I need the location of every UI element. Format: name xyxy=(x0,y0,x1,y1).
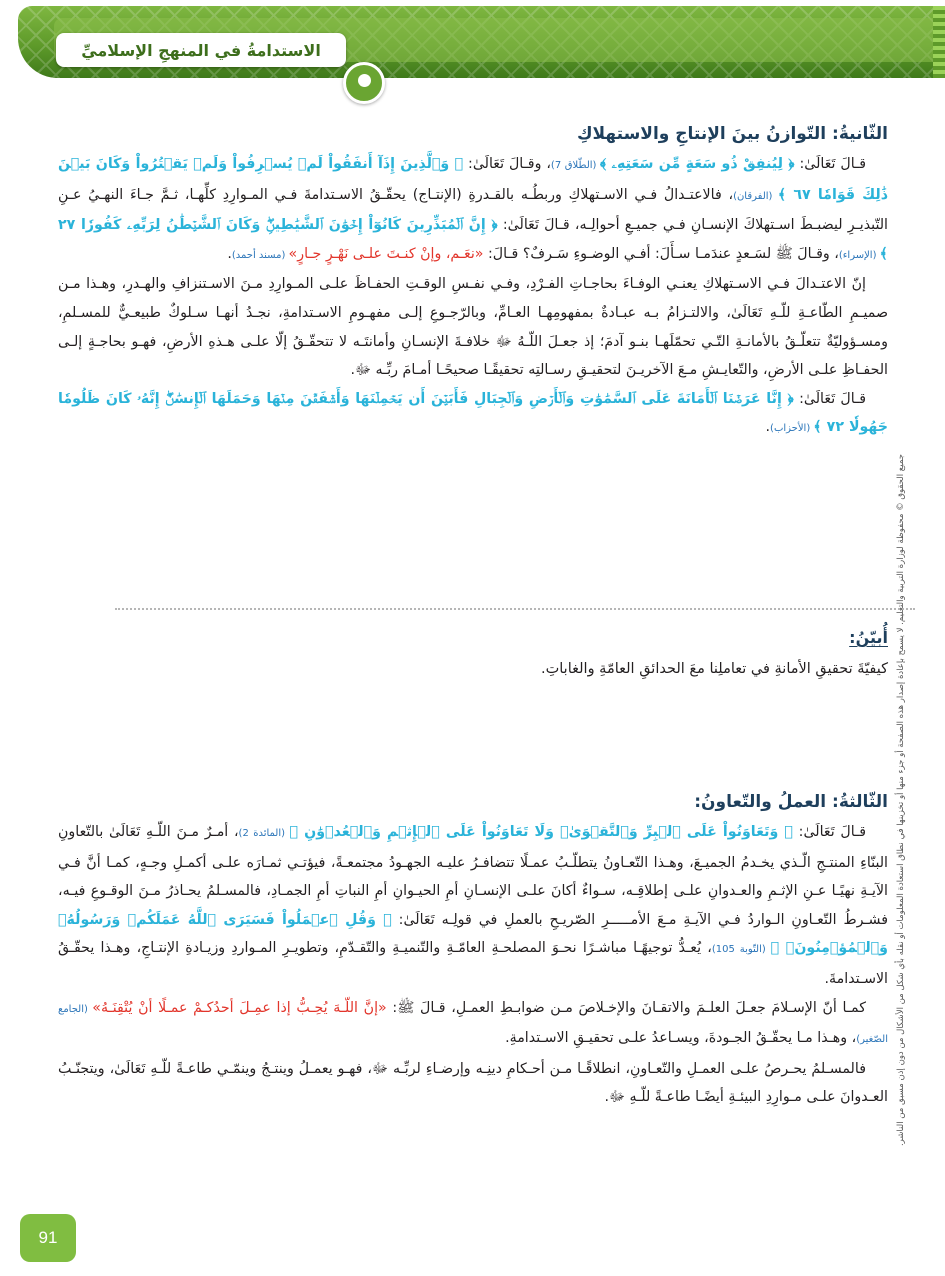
section-three-paragraph-1 xyxy=(58,818,888,994)
verse-isra: ﴿ إِنَّ ٱلۡمُبَذِّرِينَ كَانُوٓاْ إِخۡوَٰنَ ٱلشَّيَٰطِينِۖ وَكَانَ ٱلشَّيۡطَٰنُ لِرَبِّهِۦ كَفُورٗا ٢٧ ﴾ xyxy=(58,217,888,262)
text-run: قـالَ تَعَالَىٰ: xyxy=(794,156,866,172)
section-two-paragraph-3 xyxy=(58,385,888,444)
section-three xyxy=(58,792,888,1112)
side-copyright: جميع الحقوق © محفوظة لوزارة التربية والتعليم. لا يسمح بإعادة إصدار هذه الصفحة أو جزء منها أو تخزينها في نطاق استعادة المعلومات أو نقله بأي شكل من الأشكال من دون إذن مسبق من الناشر. xyxy=(896,453,906,1147)
ref-ahzab: (الأحزاب) xyxy=(770,423,814,435)
header-ring-ornament xyxy=(343,62,385,104)
text-run: ، أمـرٌ مـنَ اللّـهِ تَعَالَىٰ بالتّعاونِ البنّاءِ المنتـجِ الّـذي يخـدمُ الجميـعَ، وهـذا التّعـاونُ يتطلّـبُ عمـلًا تتضافـرُ عليـه الجهـودُ مجتمعـةً، فيؤتـي ثمـارَه علـى أكمـلِ وجـهٍ، كمـا أنَّ فـي الآيـةِ نهيًـا عـنِ الإثـمِ والعـدوانِ علـى إطلاقِـه، سـواءٌ أكانَ علـى الإنسـانِ أمِ الحيـوانِ أمِ النباتِ أمِ الجمـادِ، فالمسـلمُ يحـاذرُ مـنَ الوقـوعِ فيـه، فشـرطُ التّعـاونِ الـواردُ فـي الآيـةِ مـعَ الأمـــــرِ الصّريـحِ بالعملِ في قولِـه تَعَالَىٰ: xyxy=(58,824,888,928)
text-run: قـالَ تَعَالَىٰ: xyxy=(793,390,866,407)
text-run: كمـا أنّ الإسـلامَ جعـلَ العلـمَ والاتقـانَ والإخـلاصَ مـن ضوابـطِ العمـلِ، قـالَ ﷺ: xyxy=(386,999,866,1016)
verse-talaq: ﴿ لِيُنفِقْ ذُو سَعَةٍ مِّن سَعَتِهِۦ ﴾ xyxy=(600,156,795,172)
text-run: قـالَ تَعَالَىٰ: xyxy=(792,824,866,840)
text-run: . xyxy=(227,245,232,262)
ref-talaq: (الطّلاق 7) xyxy=(550,160,601,171)
text-run: ، وقـالَ تَعَالَىٰ: xyxy=(463,156,551,172)
ref-musnad: (مسند أحمد) xyxy=(231,249,289,261)
text-run: . xyxy=(765,419,771,436)
text-run: ، يُعـدُّ توجيهًـا مباشـرًا نحـوَ المصلحـةِ العامّـةِ والتّنميـةِ والتّقـدّمِ، وتطويـرِ المـواردِ وزيـادةِ الإنتـاجِ، وهـذا يحقّـقُ الاسـتدامةَ. xyxy=(58,940,888,987)
activity-box xyxy=(58,628,888,677)
verse-ahzab: ﴿ إِنَّا عَرَضۡنَا ٱلۡأَمَانَةَ عَلَى ٱلسَّمَٰوَٰتِ وَٱلۡأَرۡضِ وَٱلۡجِبَالِ فَأَبَيۡنَ أَن يَحۡمِلۡنَهَا وَأَشۡفَقۡنَ مِنۡهَا وَحَمَلَهَا ٱلۡإِنسَٰنُۖ إِنَّهُۥ كَانَ ظَلُومٗا جَهُولٗا ٧٢ ﴾ xyxy=(58,390,888,436)
hadith-wudu: «نعَـم، وإنْ كنـتَ علـى نَهْـرٍ جـارٍ» xyxy=(288,245,484,262)
hadith-itqan: «إنَّ اللّـهَ يُحِـبُّ إذا عمِـلَ أحدُكـمْ عمـلًا أنْ يُتْقِنَـهُ» xyxy=(92,999,387,1016)
verse-furqan: ﴿ وَٱلَّذِينَ إِذَآ أَنفَقُواْ لَمۡ يُسۡرِفُواْ وَلَمۡ يَقۡتُرُواْ وَكَانَ بَيۡنَ ذَٰلِكَ قَوَامٗا ٦٧ ﴾ xyxy=(58,156,888,203)
header-edge-stripe xyxy=(933,6,945,78)
section-two-heading: الثّانيةُ: التّوازنُ بينَ الإنتاجِ والاستهلاكِ xyxy=(576,124,888,144)
section-two xyxy=(58,124,888,444)
section-three-paragraph-2 xyxy=(58,994,888,1055)
chapter-title: الاستدامةُ في المنهجِ الإسلاميِّ xyxy=(81,40,321,60)
section-two-paragraph-2: إنّ الاعتـدالَ فـي الاسـتهلاكِ يعنـي الوفـاءَ بحاجـاتِ الفـرْدِ، وفـي نفـسِ الوقـتِ الحفـاظَ علـى المـوارِدِ مـنَ الاسـتنزافِ والهـدرِ، وهـذا مـن صميـمِ الطّاعـةِ للّـهِ تَعَالَىٰ، والالتـزامُ بـه عبـادةٌ بمفهومِهـا العـامِّ، وبالرّجـوعِ إلـى مفهـومِ الاسـتدامةِ، نجـدُ أنهـا سـلوكٌ طبيعـيٌّ للمسـلمِ، ومسـؤوليّةٌ تتعلّـقُ بالأمانـةِ التّـي تحمّلَهـا بنـو آدمَ؛ إذ جعـلَ اللّـهُ ﷻ خلافـةَ الإنسـانِ وأمانتَـه لا تتحقّـقُ إلّا علـى هـذهِ الأرضِ، فهـو بحاجـةٍ إلـى الحفـاظِ علـى الأرضِ، والتّعايـشِ مـعَ الآخريـنَ لتحقيـقِ رسـالتِه تحقيقًـا صحيحًـا أمـامَ ربِّـه ﷻ. xyxy=(58,276,888,379)
ref-maida: (المائدة 2) xyxy=(238,828,290,839)
section-three-paragraph-3: فالمسـلمُ يحـرصُ علـى العمـلِ والتّعـاونِ، انطلاقًـا مـن أحـكامِ دينِـه وإرضـاءِ لربِّـه ﷻ، فهـو يعمـلُ وينتـجُ وينمّـي طاعـةً للّـهِ تَعَالَىٰ، ويتجنّـبُ العـدوانَ علـى مـوارِدِ البيئـةِ أيضًـا طاعـةً للّـهِ ﷻ. xyxy=(58,1060,888,1106)
verse-maida: ﴿ وَتَعَاوَنُواْ عَلَى ٱلۡبِرِّ وَٱلتَّقۡوَىٰۖ وَلَا تَعَاوَنُواْ عَلَى ٱلۡإِثۡمِ وَٱلۡعُدۡوَٰنِ ﴾ xyxy=(289,824,793,840)
ref-tawba: (التّوبة 105) xyxy=(711,944,771,956)
section-two-paragraph-1 xyxy=(58,150,888,270)
text-run: ، فالاعتـدالُ فـي الاسـتهلاكِ وربطُـه بالقـدرةِ (الإنتـاج) يحقّـقُ الاسـتدامةَ فـي المـوارِدِ كلِّهـا، ثـمَّ جـاءَ النهـيُ عـنِ التّبذيـرِ ليضبـطَ اسـتهلاكَ الإنسـانِ فـي جميـعِ أحوالِـه، قـالَ تَعَالَىٰ: xyxy=(58,186,888,234)
ref-isra: (الإسراء) xyxy=(838,249,880,261)
ref-jami: (الجامع الصّغير) xyxy=(58,1003,888,1046)
text-run: ، وهـذا مـا يحقّـقُ الجـودةَ، ويسـاعدُ علـى تحقيـقِ الاسـتدامةِ. xyxy=(505,1030,857,1047)
chapter-title-pill xyxy=(56,33,346,67)
ref-furqan: (الفرقان) xyxy=(733,190,778,202)
verse-tawba: ﴿ وَقُلِ ٱعۡمَلُواْ فَسَيَرَى ٱللَّهُ عَمَلَكُمۡ وَرَسُولُهُۥ وَٱلۡمُؤۡمِنُونَۖ ﴾ xyxy=(58,911,888,957)
activity-label: أُبيّنُ: xyxy=(849,628,888,647)
page-number: 91 xyxy=(38,1228,58,1247)
dotted-separator xyxy=(115,608,915,610)
section-three-heading: الثّالثةُ: العملُ والتّعاونُ: xyxy=(694,792,888,812)
page-number-badge xyxy=(20,1214,76,1262)
text-run: ، وقـالَ ﷺ لسَـعدٍ عندَمـا سـأَلَ: أفـي الوضـوءِ سَـرفٌ؟ قـالَ: xyxy=(483,245,839,262)
activity-text: كيفيّةَ تحقيقِ الأمانةِ في تعاملِنا معَ الحدائقِ العامّةِ والغاباتِ. xyxy=(541,661,888,677)
